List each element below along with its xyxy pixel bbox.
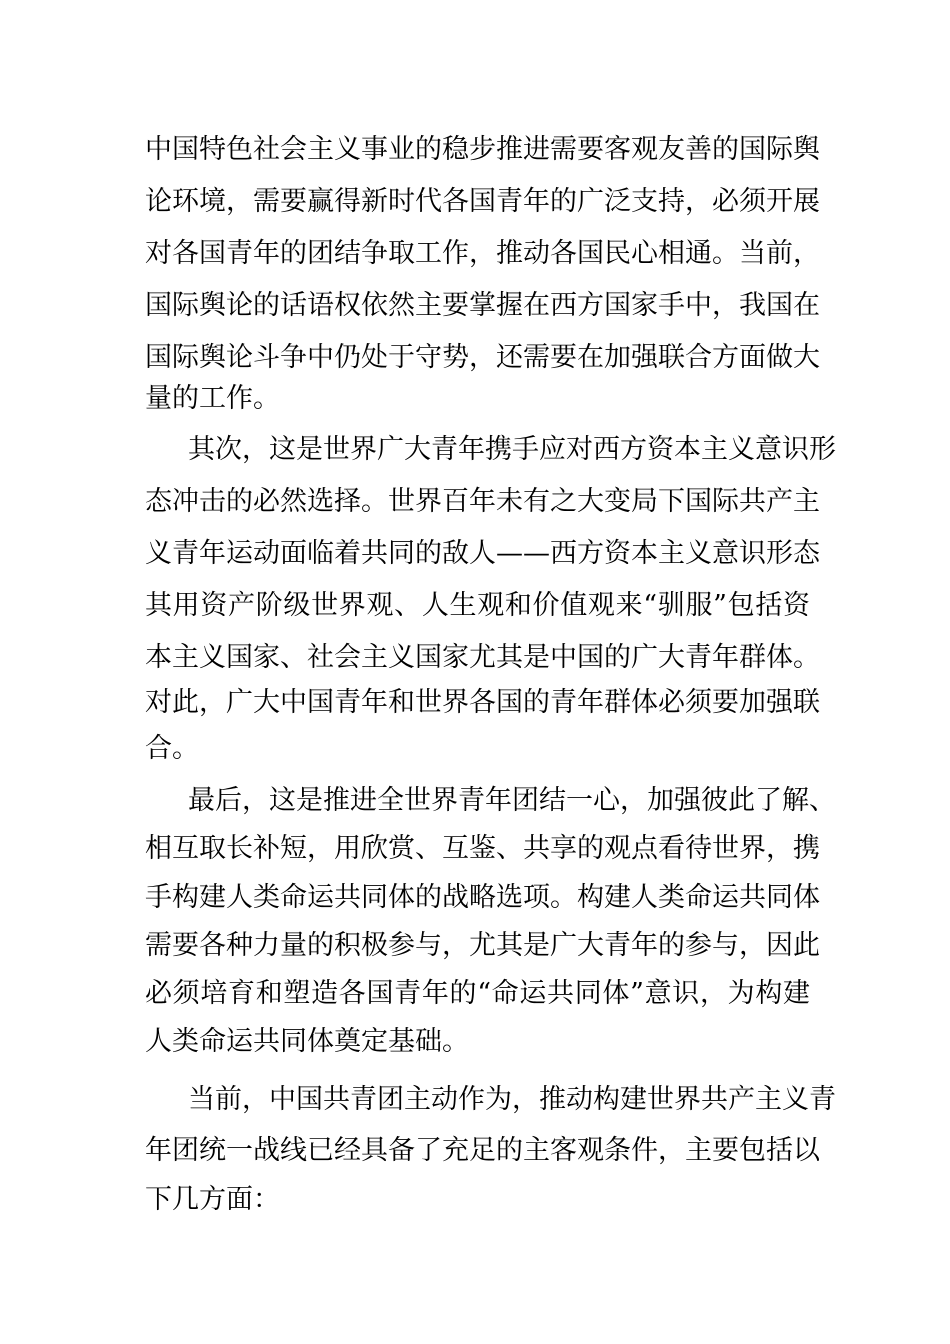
text-line: 义青年运动面临着共同的敌人——西方资本主义意识形态	[145, 538, 820, 569]
paragraph-first-line: 当前，中国共青团主动作为，推动构建世界共产主义青	[188, 1084, 836, 1115]
text-line: 手构建人类命运共同体的战略选项。构建人类命运共同体	[145, 882, 820, 913]
text-line: 量的工作。	[145, 383, 280, 414]
text-line: 年团统一战线已经具备了充足的主客观条件，主要包括以	[145, 1135, 820, 1166]
text-line: 人类命运共同体奠定基础。	[145, 1026, 469, 1057]
paragraph-first-line: 其次，这是世界广大青年携手应对西方资本主义意识形	[188, 434, 836, 465]
text-line: 其用资产阶级世界观、人生观和价值观来“驯服”包括资	[145, 590, 810, 621]
text-line: 论环境，需要赢得新时代各国青年的广泛支持，必须开展	[145, 186, 820, 217]
text-line: 中国特色社会主义事业的稳步推进需要客观友善的国际舆	[145, 134, 820, 165]
text-line: 下几方面：	[145, 1184, 280, 1215]
text-line: 相互取长补短，用欣赏、互鉴、共享的观点看待世界，携	[145, 833, 820, 864]
text-line: 本主义国家、社会主义国家尤其是中国的广大青年群体。	[145, 642, 820, 673]
text-line: 必须培育和塑造各国青年的“命运共同体”意识，为构建	[145, 978, 810, 1009]
text-line: 国际舆论的话语权依然主要掌握在西方国家手中，我国在	[145, 290, 820, 321]
paragraph-first-line: 最后，这是推进全世界青年团结一心，加强彼此了解、	[188, 785, 836, 816]
text-line: 合。	[145, 733, 199, 764]
text-line: 需要各种力量的积极参与，尤其是广大青年的参与，因此	[145, 930, 820, 961]
text-line: 对此，广大中国青年和世界各国的青年群体必须要加强联	[145, 687, 820, 718]
text-line: 国际舆论斗争中仍处于守势，还需要在加强联合方面做大	[145, 342, 820, 373]
text-line: 态冲击的必然选择。世界百年未有之大变局下国际共产主	[145, 486, 820, 517]
text-line: 对各国青年的团结争取工作，推动各国民心相通。当前，	[145, 238, 820, 269]
